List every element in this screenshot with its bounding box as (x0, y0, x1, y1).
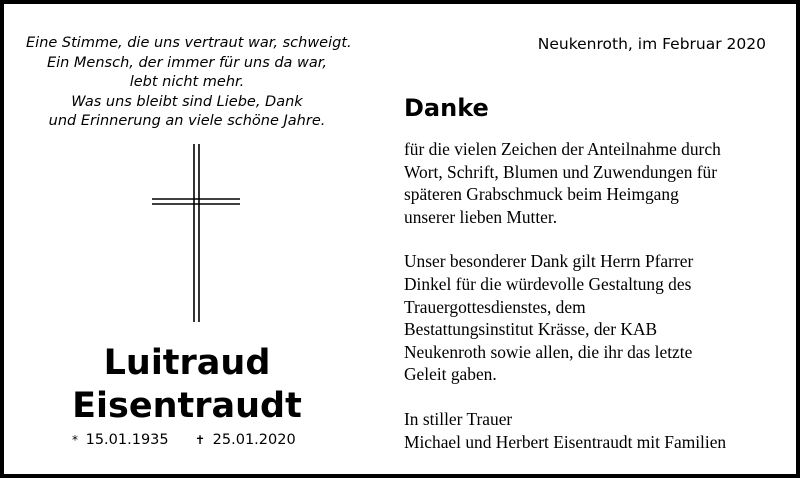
first-name: Luitraud (103, 343, 271, 383)
text-line: Trauergottesdienstes, dem (404, 296, 586, 317)
poem-line: Was uns bleibt sind Liebe, Dank (71, 93, 303, 110)
text-line: Unser besonderer Dank gilt Herrn Pfarrer (404, 251, 694, 272)
text-line: für die vielen Zeichen der Anteilnahme durch (404, 139, 721, 159)
place-date: Neukenroth, im Februar 2020 (537, 35, 766, 53)
cross-icon (152, 144, 242, 324)
text-line: Wort, Schrift, Blumen und Zuwendungen für (404, 161, 718, 182)
deceased-name (26, 342, 348, 428)
thanks-heading: Danke (404, 94, 489, 122)
text-line: unserer lieben Mutter. (404, 206, 558, 227)
poem-line: Eine Stimme, die uns vertraut war, schweigt. (26, 35, 352, 51)
last-name: Eisentraudt (72, 386, 302, 426)
signature-block (404, 408, 784, 453)
text-line: Bestattungsinstitut Krässe, der KAB (404, 319, 658, 340)
poem-line: und Erinnerung an viele schöne Jahre. (48, 113, 326, 129)
thanks-paragraph-2 (404, 250, 784, 386)
death-date-group (195, 432, 296, 448)
birth-date-group (72, 432, 169, 448)
memorial-poem (26, 34, 352, 132)
birth-date: 15.01.1935 (85, 432, 169, 448)
text-line: Dinkel für die würdevolle Gestaltung des (404, 273, 692, 294)
poem-line: lebt nicht mehr. (129, 74, 245, 90)
signatories: Michael und Herbert Eisentraudt mit Familien (404, 431, 727, 452)
thanks-paragraph-1 (404, 138, 784, 228)
poem-line: Ein Mensch, der immer für uns da war, (46, 54, 328, 71)
thanks-text (404, 138, 784, 475)
text-line: Neukenroth sowie allen, die ihr das letzte (404, 341, 693, 362)
text-line: Geleit gaben. (404, 364, 497, 385)
death-date: 25.01.2020 (212, 432, 296, 448)
text-line: späteren Grabschmuck beim Heimgang (404, 184, 679, 205)
closing-line: In stiller Trauer (404, 408, 513, 429)
death-cross-icon: ✝ (195, 433, 206, 447)
birth-star-icon: * (72, 433, 78, 447)
